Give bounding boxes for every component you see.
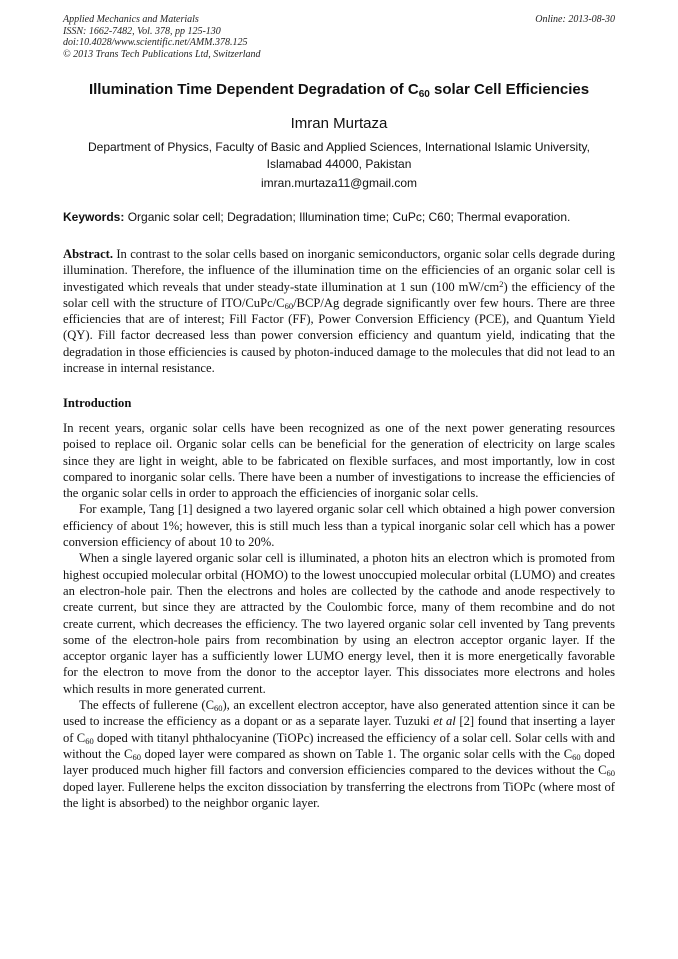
journal-header — [63, 14, 615, 60]
journal-issn: ISSN: 1662-7482, Vol. 378, pp 125-130 — [63, 25, 221, 37]
keywords — [63, 210, 615, 224]
text-run: ), an excellent electron acceptor, have also generated attention since it can be used to increase the efficiency as a dopant or as a separate layer. Tuzuki — [63, 698, 616, 729]
paragraph: In recent years, organic solar cells have been recognized as one of the next power generating resources poised to replace oil. Organic solar cells can be beneficial for the generation of electricity on large scales since they are light in weight, able to be fabricated on flexible surfaces, and most importantly, low in cost compared to inorganic solar cells. There have been a number of investigations to increase the efficiencies of the organic solar cells in order to approach the efficiencies of inorganic solar cells. — [63, 421, 615, 501]
author-name: Imran Murtaza — [290, 115, 388, 132]
text-run: doped layer produced much higher fill factors and conversion efficiencies compared to the devices without the C — [63, 746, 615, 778]
affiliation-line: Islamabad 44000, Pakistan — [266, 157, 412, 171]
subscript: 60 — [85, 735, 94, 746]
affiliation — [70, 139, 608, 173]
introduction-body — [63, 420, 615, 811]
text-run: doped layer were compared as shown on Table 1. The organic solar cells with the C — [140, 746, 573, 761]
title-text: Illumination Time Dependent Degradation of C — [88, 81, 419, 98]
abstract-label: Abstract. — [63, 247, 114, 261]
paragraph: When a single layered organic solar cell is illuminated, a photon hits an electron which is promoted from highest occupied molecular orbital (HOMO) to the lowest unoccupied molecular orbital (LUMO) and creates an electron-hole pair. Then the electrons and holes are collected by the cathode and anode respectively to create current, but since they are attracted by the Coulombic force, many of them recombine and do not create current, which decreases the efficiency. The two layered organic solar cell invented by Tang prevents some of the electron-hole pairs from recombination by using an electron acceptor organic layer. If the acceptor organic layer has a sufficiently lower LUMO energy level, then it is more energetically favorable for the electron to move from the donor to the acceptor layer. This dissociates more electrons and holes which results in more generated current. — [63, 551, 615, 696]
paragraph: For example, Tang [1] designed a two layered organic solar cell which obtained a high power conversion efficiency of about 1%; however, this is still much less than a typical inorganic solar cell which has a power conversion efficiency of about 10 to 20%. — [63, 502, 615, 550]
paragraph — [63, 697, 615, 811]
italic-text: et al — [433, 714, 456, 729]
subscript: 60 — [132, 751, 141, 762]
text-run: [2] found that inserting a layer of C — [63, 714, 615, 745]
text-run: doped with titanyl phthalocyanine (TiOPc) increased the efficiency of a solar cell. Solar cells with and without the C — [63, 730, 615, 761]
author-email[interactable]: imran.murtaza11@gmail.com — [260, 176, 417, 190]
subscript: 60 — [213, 703, 223, 714]
online-date: Online: 2013-08-30 — [535, 14, 615, 25]
affiliation-line: Department of Physics, Faculty of Basic and Applied Sciences, International Islamic University, — [87, 140, 590, 154]
abstract-text: ) the efficiency of the solar cell with the structure of ITO/CuPc/C — [63, 279, 615, 310]
paper-title — [40, 80, 638, 100]
superscript: 2 — [499, 278, 504, 289]
text-run: doped layer. Fullerene helps the exciton dissociation by transferring the electrons from TiOPc (where most of the light is absorbed) to the neighbor organic layer. — [63, 779, 615, 810]
keywords-text: Organic solar cell; Degradation; Illumination time; CuPc; C60; Thermal evaporation. — [124, 210, 571, 224]
title-subscript: 60 — [418, 89, 430, 100]
keywords-label: Keywords: — [63, 210, 125, 224]
subscript: 60 — [606, 768, 615, 779]
title-text-end: solar Cell Efficiencies — [429, 81, 590, 98]
abstract-text: In contrast to the solar cells based on inorganic semiconductors, organic solar cells degrade during illumination. Therefore, the influence of the illumination time on the efficiencies of an organic solar cell is investigated which reveals that under steady-state illumination at 1 sun (100 mW/cm — [63, 247, 615, 294]
journal-copyright: © 2013 Trans Tech Publications Ltd, Switzerland — [63, 48, 261, 60]
journal-doi: doi:10.4028/www.scientific.net/AMM.378.125 — [63, 37, 248, 48]
journal-name: Applied Mechanics and Materials — [63, 14, 199, 25]
subscript: 60 — [572, 751, 581, 762]
section-heading: Introduction — [63, 396, 132, 410]
text-run: The effects of fullerene (C — [79, 698, 214, 713]
subscript: 60 — [284, 300, 294, 311]
abstract — [63, 246, 615, 376]
abstract-text: /BCP/Ag degrade significantly over few hours. There are three efficiencies that are of interest; Fill Factor (FF), Power Conversion Efficiency (PCE), and Quantum Yield (QY). Fill factor decreased less than power conversion efficiency and quantum yield, indicating that the degradation in those efficiencies is caused by photon-induced damage to the molecules that did not lead to an increase in internal resistance. — [63, 295, 615, 376]
